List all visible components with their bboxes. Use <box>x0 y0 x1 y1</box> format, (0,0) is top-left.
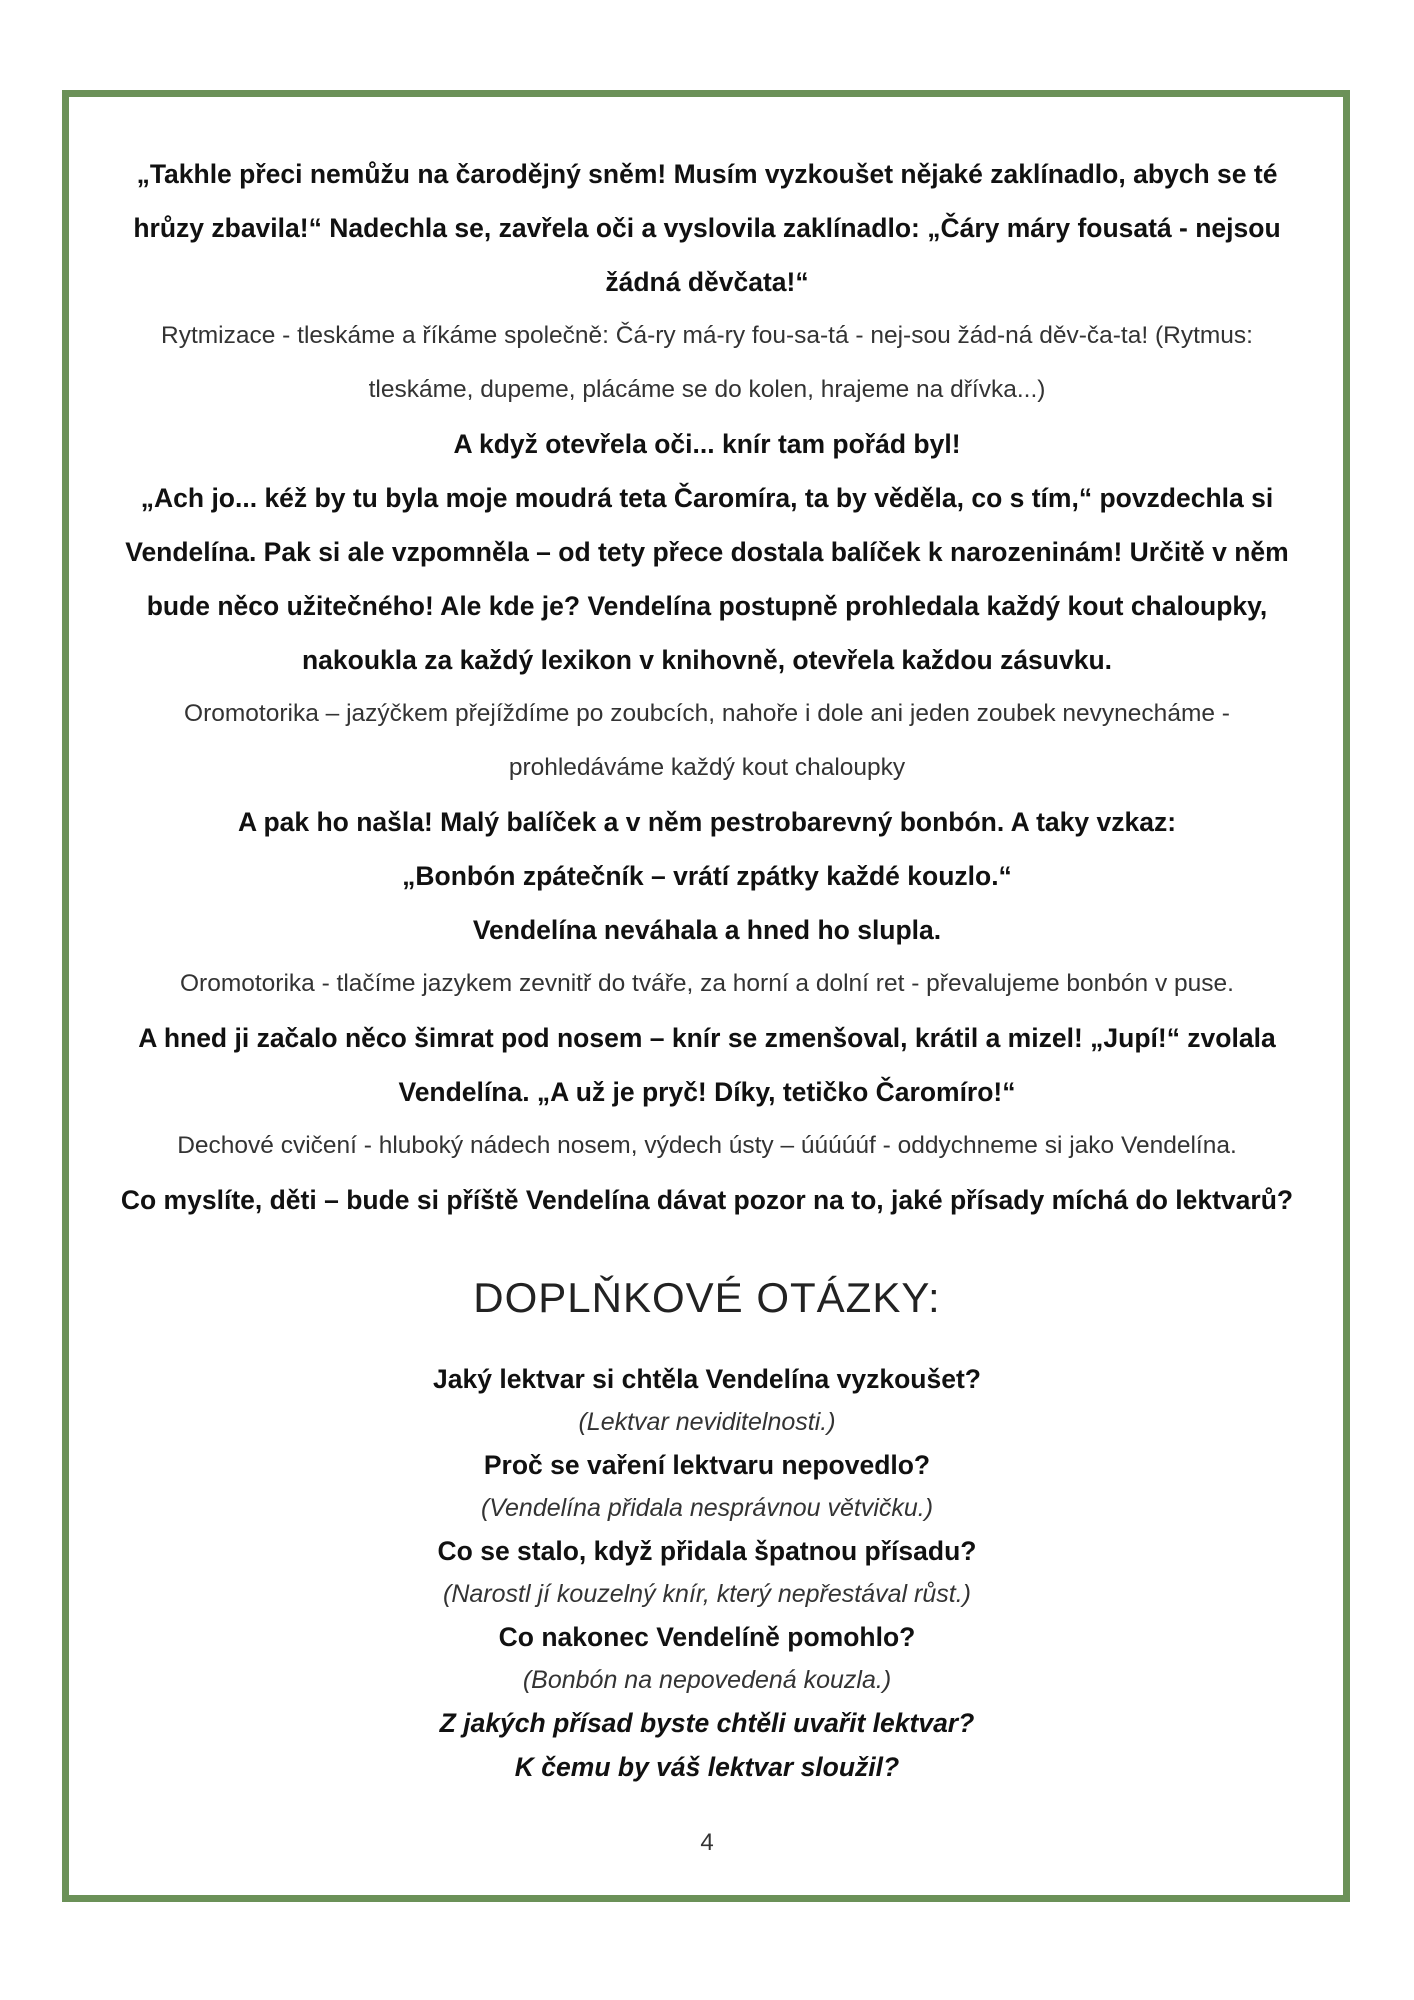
activity-instruction-line: Oromotorika - tlačíme jazykem zevnitř do tváře, za horní a dolní ret - převalujeme bonbón v puse. <box>180 970 1234 997</box>
activity-instruction-line: Rytmizace - tleskáme a říkáme společně: Čá-ry má-ry fou-sa-tá - nej-sou žád-ná děv-ča-ta! (Rytmus: <box>161 322 1253 349</box>
story-line: žádná děvčata!“ <box>605 267 809 297</box>
story-line: nakoukla za každý lexikon v knihovně, otevřela každou zásuvku. <box>301 645 1113 675</box>
story-line: „Bonbón zpátečník – vrátí zpátky každé kouzlo.“ <box>402 861 1012 891</box>
question-line: Jaký lektvar si chtěla Vendelína vyzkoušet? <box>433 1364 981 1394</box>
story-line: Co myslíte, děti – bude si příště Vendelína dávat pozor na to, jaké přísady míchá do lektvarů? <box>120 1185 1294 1215</box>
answer-line: (Narostl jí kouzelný knír, který nepřestával růst.) <box>443 1580 971 1608</box>
story-line: „Takhle přeci nemůžu na čarodějný sněm! Musím vyzkoušet nějaké zaklínadlo, abych se té <box>136 159 1278 189</box>
activity-instruction-line: Dechové cvičení - hluboký nádech nosem, výdech ústy – úúúúúf - oddychneme si jako Vendelína. <box>177 1132 1237 1159</box>
answer-line: (Lektvar neviditelnosti.) <box>578 1408 836 1436</box>
story-line: Vendelína. Pak si ale vzpomněla – od tety přece dostala balíček k narozeninám! Určitě v něm <box>125 537 1289 567</box>
question-line: Co nakonec Vendelíně pomohlo? <box>498 1622 916 1652</box>
story-line: A pak ho našla! Malý balíček a v něm pestrobarevný bonbón. A taky vzkaz: <box>237 807 1177 837</box>
story-text-block <box>105 147 1309 1227</box>
activity-instruction-line: tleskáme, dupeme, plácáme se do kolen, hrajeme na dřívka...) <box>368 376 1046 403</box>
open-question-line: Z jakých přísad byste chtěli uvařit lektvar? <box>439 1708 975 1738</box>
page-number: 4 <box>700 1829 714 1856</box>
section-heading: DOPLŇKOVÉ OTÁZKY: <box>473 1274 941 1321</box>
activity-instruction-line: Oromotorika – jazýčkem přejíždíme po zoubcích, nahoře i dole ani jeden zoubek nevynecháme - <box>184 700 1230 727</box>
story-line: bude něco užitečného! Ale kde je? Vendelína postupně prohledala každý kout chaloupky, <box>146 591 1268 621</box>
answer-line: (Vendelína přidala nesprávnou větvičku.) <box>480 1494 934 1522</box>
story-line: „Ach jo... kéž by tu byla moje moudrá teta Čaromíra, ta by věděla, co s tím,“ povzdechla si <box>140 483 1274 513</box>
story-line: A když otevřela oči... knír tam pořád byl! <box>453 429 961 459</box>
activity-instruction-line: prohledáváme každý kout chaloupky <box>508 754 906 781</box>
story-line: A hned ji začalo něco šimrat pod nosem – knír se zmenšoval, krátil a mizel! „Jupí!“ zvolala <box>138 1023 1276 1053</box>
question-line: Co se stalo, když přidala špatnou přísadu? <box>437 1536 977 1566</box>
open-question-line: K čemu by váš lektvar sloužil? <box>514 1752 900 1782</box>
questions-block <box>105 1357 1309 1789</box>
story-line: Vendelína. „A už je pryč! Díky, tetičko Čaromíro!“ <box>398 1077 1016 1107</box>
story-line: hrůzy zbavila!“ Nadechla se, zavřela oči a vyslovila zaklínadlo: „Čáry máry fousatá - nejsou <box>133 213 1281 243</box>
answer-line: (Bonbón na nepovedená kouzla.) <box>522 1666 892 1694</box>
story-line: Vendelína neváhala a hned ho slupla. <box>472 915 942 945</box>
question-line: Proč se vaření lektvaru nepovedlo? <box>483 1450 931 1480</box>
